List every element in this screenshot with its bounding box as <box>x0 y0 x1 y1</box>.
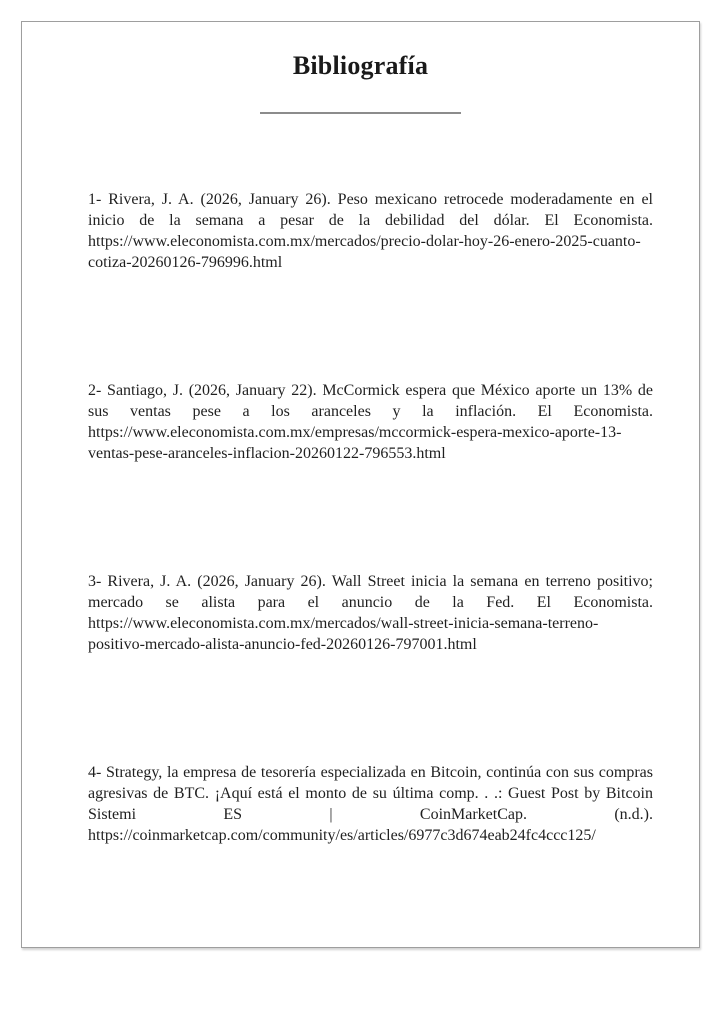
document-page <box>21 21 700 948</box>
bibliography-entry-4: 4- Strategy, la empresa de tesorería especializada en Bitcoin, continúa con sus compras agresivas de BTC. ¡Aquí está el monto de su última comp. . .: Guest Post by Bitcoin Sistemi ES | CoinMarketCap. (n.d.). https://coinmarketcap.com/community/es/articles/6977c3d674eab24fc4ccc125/ <box>88 764 653 844</box>
page-title: Bibliografía <box>292 51 429 80</box>
bibliography-entry-1: 1- Rivera, J. A. (2026, January 26). Peso mexicano retrocede moderadamente en el inicio de la semana a pesar de la debilidad del dólar. El Economista. https://www.eleconomista.com.mx/mercados/precio-dolar-hoy-26-enero-2025-cuanto-cotiza-20260126-796996.html <box>88 191 653 271</box>
bibliography-entry-3: 3- Rivera, J. A. (2026, January 26). Wall Street inicia la semana en terreno positivo; mercado se alista para el anuncio de la Fed. El Economista. https://www.eleconomista.com.mx/mercados/wall-street-inicia-semana-terreno-positivo-mercado-alista-anuncio-fed-20260126-797001.html <box>88 573 653 653</box>
bibliography-entry-2: 2- Santiago, J. (2026, January 22). McCormick espera que México aporte un 13% de sus ventas pese a los aranceles y la inflación. El Economista. https://www.eleconomista.com.mx/empresas/mccormick-espera-mexico-aporte-13-ventas-pese-aranceles-inflacion-20260122-796553.html <box>88 382 653 462</box>
title-divider <box>260 112 461 114</box>
bibliography-list <box>88 189 653 846</box>
